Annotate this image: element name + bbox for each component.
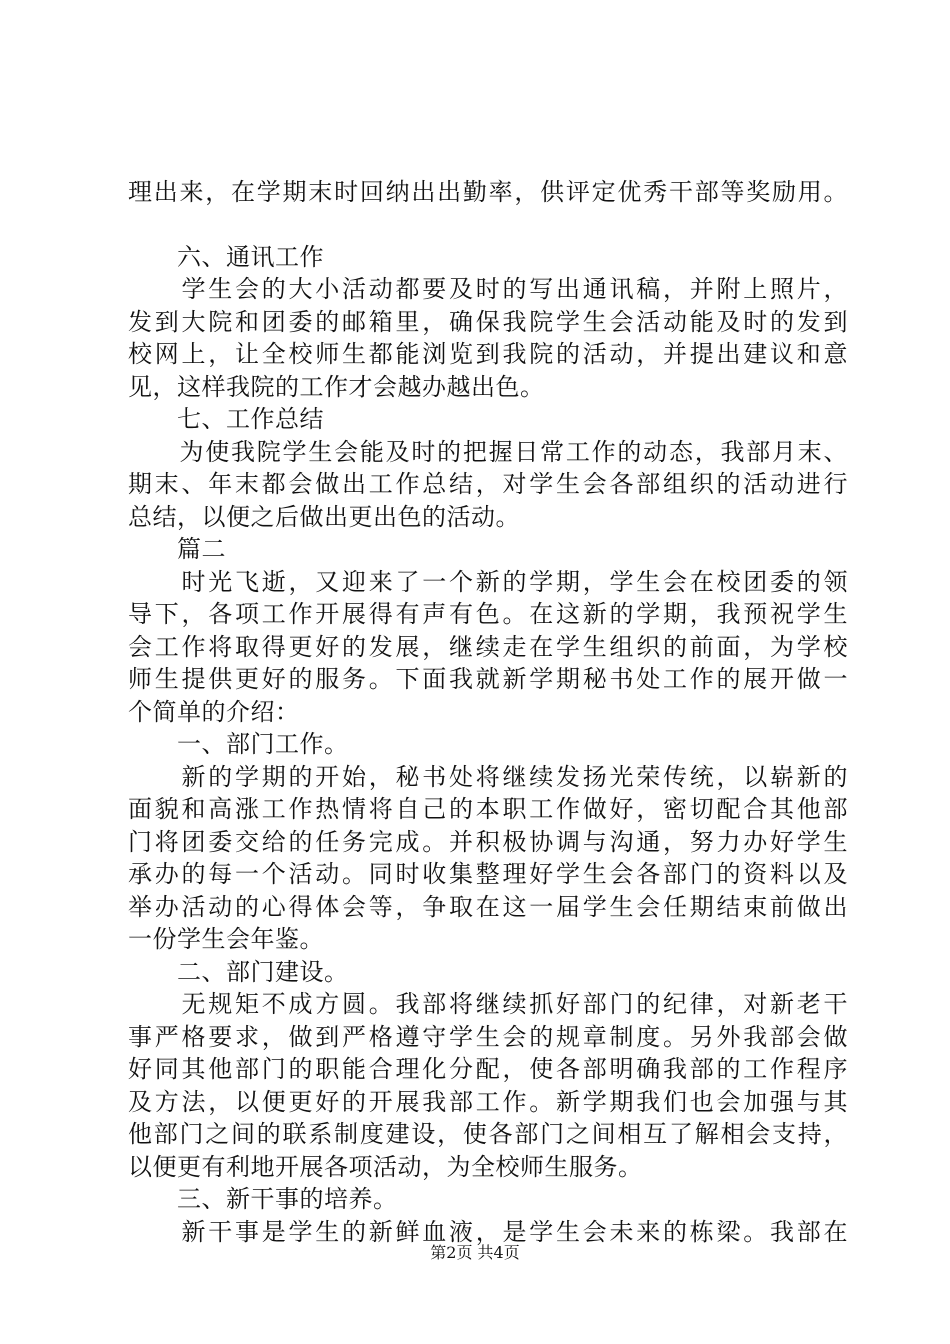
text-line: 篇二 — [128, 535, 226, 563]
text-line: 及方法，以便更好的开展我部工作。新学期我们也会加强与其 — [128, 1087, 848, 1116]
text-line: 事严格要求，做到严格遵守学生会的规章制度。另外我部会做 — [128, 1022, 848, 1051]
text-line: 时光飞逝，又迎来了一个新的学期，学生会在校团委的领 — [128, 567, 848, 596]
text-line: 七、工作总结 — [128, 405, 324, 433]
text-line: 期末、年末都会做出工作总结，对学生会各部组织的活动进行 — [128, 470, 848, 498]
text-line: 师生提供更好的服务。下面我就新学期秘书处工作的展开做一 — [128, 665, 848, 693]
text-line: 三、新干事的培养。 — [128, 1185, 398, 1213]
text-line: 见，这样我院的工作才会越办越出色。 — [128, 372, 545, 401]
text-line: 承办的每一个活动。同时收集整理好学生会各部门的资料以及 — [128, 860, 848, 888]
text-line: 新干事是学生的新鲜血液，是学生会未来的栋梁。我部在 — [128, 1217, 848, 1246]
text-line: 发到大院和团委的邮箱里，确保我院学生会活动能及时的发到 — [128, 307, 848, 336]
text-line: 面貌和高涨工作热情将自己的本职工作做好，密切配合其他部 — [128, 795, 848, 823]
text-line: 会工作将取得更好的发展，继续走在学生组织的前面，为学校 — [128, 632, 848, 661]
text-line: 门将团委交给的任务完成。并积极协调与沟通，努力办好学生 — [128, 827, 848, 856]
text-line: 总结，以便之后做出更出色的活动。 — [128, 502, 520, 531]
text-line: 他部门之间的联系制度建设，使各部门之间相互了解相会支持， — [128, 1120, 848, 1148]
document-body — [128, 176, 848, 1248]
text-line: 为使我院学生会能及时的把握日常工作的动态，我部月末、 — [128, 437, 848, 466]
text-line: 举办活动的心得体会等，争取在这一届学生会任期结束前做出 — [128, 892, 848, 921]
text-line: 一、部门工作。 — [128, 730, 349, 758]
text-line: 新的学期的开始，秘书处将继续发扬光荣传统，以崭新的 — [128, 762, 848, 791]
text-line: 导下，各项工作开展得有声有色。在这新的学期，我预祝学生 — [128, 600, 848, 628]
text-line: 好同其他部门的职能合理化分配，使各部明确我部的工作程序 — [128, 1055, 848, 1083]
text-line: 以便更有利地开展各项活动，为全校师生服务。 — [128, 1152, 643, 1181]
text-line: 学生会的大小活动都要及时的写出通讯稿，并附上照片， — [128, 275, 848, 303]
text-line: 六、通讯工作 — [128, 242, 324, 271]
text-line: 校网上，让全校师生都能浏览到我院的活动，并提出建议和意 — [128, 340, 848, 368]
text-line: 二、部门建设。 — [128, 957, 349, 986]
text-line: 一份学生会年鉴。 — [128, 925, 324, 953]
page-footer: 第2页 共4页 — [430, 1243, 520, 1262]
paragraph-gap — [128, 209, 848, 241]
text-line: 个简单的介绍： — [128, 697, 300, 726]
text-line: 无规矩不成方圆。我部将继续抓好部门的纪律，对新老干 — [128, 990, 848, 1018]
text-line: 理出来，在学期末时回纳出出勤率，供评定优秀干部等奖励用。 — [128, 178, 848, 206]
